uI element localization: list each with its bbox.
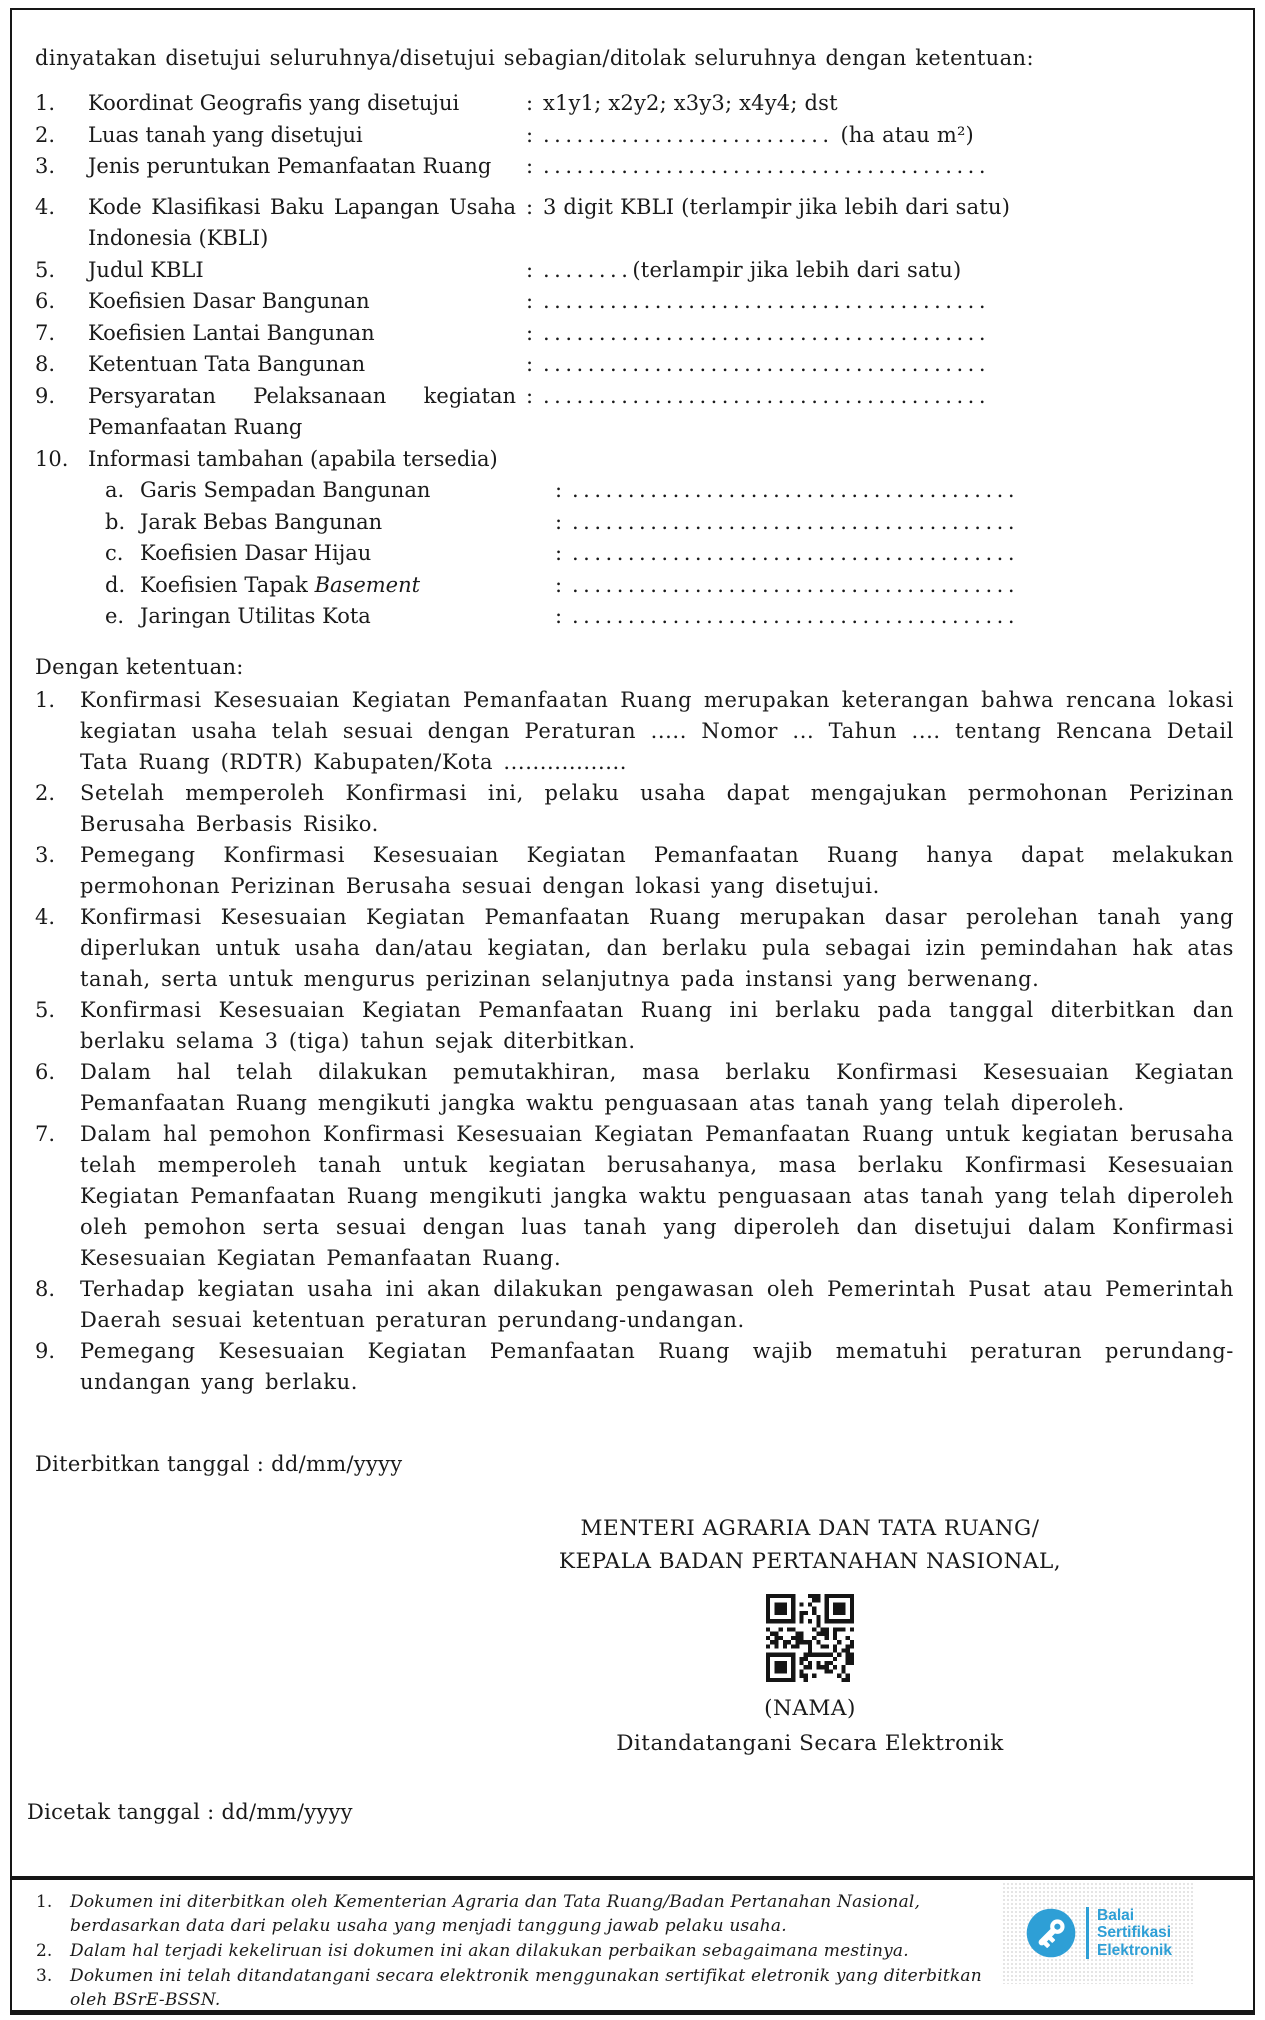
footnote-text: Dokumen ini telah ditandatangani secara elektronik menggunakan sertifikat eletronik yang diterbitkan oleh BSrE-BSSN. [70,1966,982,2010]
logo-text-line2: Sertifikasi [1097,1924,1172,1942]
subfield-letter: e. [105,604,125,628]
field-value-text: 3 digit KBLI (terlampir jika lebih dari satu) [543,194,1011,219]
field-label: Koefisien Lantai Bangunan [88,320,375,345]
field-label: Informasi tambahan (apabila tersedia) [88,446,498,471]
field-value-dots: .......................... [543,122,834,147]
footnote-item [36,1964,988,2012]
field-number: 2. [35,122,56,147]
condition-text: Pemegang Kesesuaian Kegiatan Pemanfaatan Ruang wajib mematuhi peraturan perundang-undangan yang berlaku. [80,1339,1234,1394]
subfield-letter: b. [105,509,126,534]
field-value [543,255,1237,287]
condition-item [35,902,1234,995]
field-label: Kode Klasifikasi Baku Lapangan Usaha Indonesia (KBLI) [88,194,516,250]
field-list [35,88,1237,633]
condition-item [35,778,1234,840]
condition-item [35,995,1234,1057]
field-colon: : [525,154,534,178]
subfield-row [105,507,1237,539]
field-label: Jenis peruntukan Pemanfaatan Ruang [88,154,492,178]
field-label: Luas tanah yang disetujui [88,122,363,147]
condition-number: 6. [35,1060,56,1084]
field-number: 8. [35,352,56,376]
subfield-value-dots: ........................................ [572,541,1020,565]
condition-text: Terhadap kegiatan usaha ini akan dilakukan pengawasan oleh Pemerintah Pusat atau Pemerintah Daerah sesuai ketentuan peraturan perundang-undangan. [80,1277,1234,1332]
logo-text-line1: Balai [1097,1906,1135,1924]
subfield-label [140,570,545,602]
subfield-colon: : [554,604,563,628]
field-colon: : [525,352,534,376]
field-value [543,349,1237,381]
logo-text [1097,1907,1172,1960]
field-number: 9. [35,383,56,408]
subfield-letter: d. [105,572,126,597]
printed-date-line: Dicetak tanggal : dd/mm/yyyy [27,1800,353,1824]
subfield-letter: a. [105,478,125,502]
field-number: 1. [35,91,56,115]
field-number: 7. [35,320,56,345]
footnotes-section [36,1890,988,2013]
field-colon: : [525,257,534,282]
field-number: 5. [35,257,56,282]
condition-number: 1. [35,688,56,712]
field-colon: : [525,289,534,313]
subfield-colon: : [554,509,563,534]
footnote-item [36,1890,988,1938]
field-colon: : [525,383,534,408]
condition-number: 4. [35,905,56,929]
subfield-value [572,507,1237,539]
field-label: Judul KBLI [88,257,204,282]
field-row [35,349,1237,381]
field-row [35,381,1237,444]
footnote-text: Dalam hal terjadi kekeliruan isi dokumen ini akan dilakukan perbaikan sebagaimana mestinya. [70,1941,909,1961]
field-colon: : [525,122,534,147]
subfield-label [140,475,545,507]
condition-text: Konfirmasi Kesesuaian Kegiatan Pemanfaatan Ruang merupakan dasar perolehan tanah yang diperlukan untuk usaha dan/atau kegiatan, dan berlaku pula sebagai izin pemindahan hak atas tanah, serta untuk mengurus perizinan selanjutnya pada instansi yang berwenang. [80,905,1234,991]
logo-text-line3: Elektronik [1097,1941,1172,1959]
field-row [35,286,1237,318]
condition-number: 2. [35,781,56,805]
condition-item [35,1274,1234,1336]
condition-text: Dalam hal telah dilakukan pemutakhiran, masa berlaku Konfirmasi Kesesuaian Kegiatan Pemanfaatan Ruang mengikuti jangka waktu penguasaan atas tanah yang telah diperoleh. [80,1060,1234,1115]
subfield-colon: : [554,572,563,597]
field-colon: : [525,194,534,219]
subfield-label-text: Koefisien Tapak [140,572,315,597]
condition-text: Konfirmasi Kesesuaian Kegiatan Pemanfaatan Ruang merupakan keterangan bahwa rencana lokasi kegiatan usaha telah sesuai dengan Peraturan ..... Nomor ... Tahun .... tentang Rencana Detail Tata Ruang (RDTR) Kabupaten/Kota ................. [80,688,1234,774]
subfield-label-text: Jaringan Utilitas Kota [140,604,371,628]
field-label: Koordinat Geografis yang disetujui [88,91,460,115]
field-colon: : [525,320,534,345]
field-value [543,192,1237,224]
subfield-value-dots: ........................................ [572,509,1020,534]
subfield-row [105,475,1237,507]
subfield-value [572,601,1237,633]
field-value-dots: ........................................ [543,154,991,178]
field-value-text: (ha atau m²) [833,122,974,147]
footnote-number: 1. [36,1892,53,1912]
subfield-row [105,601,1237,633]
field-row [35,88,1237,120]
field-row [35,318,1237,350]
footnote-item [36,1939,988,1963]
subfield-label [140,538,545,570]
field-row [35,120,1237,152]
subfield-row [105,570,1237,602]
field-number: 10. [35,446,69,471]
field-value-dots: ........................................ [543,320,991,345]
condition-number: 5. [35,998,56,1022]
field-value-dots: ........ [543,257,633,282]
field-value [543,151,1237,183]
field-colon: : [525,91,534,115]
conditions-section [35,652,1234,1398]
condition-text: Dalam hal pemohon Konfirmasi Kesesuaian Kegiatan Pemanfaatan Ruang untuk kegiatan berusaha telah memperoleh tanah untuk kegiatan berusahanya, masa berlaku Konfirmasi Kesesuaian Kegiatan Pemanfaatan Ruang mengikuti jangka waktu penguasaan atas tanah yang telah diperoleh oleh pemohon serta sesuai dengan luas tanah yang diperoleh dan disetujui dalam Konfirmasi Kesesuaian Kegiatan Pemanfaatan Ruang. [80,1122,1234,1270]
field-value [543,286,1237,318]
field-value [543,318,1237,350]
footnote-text: Dokumen ini diterbitkan oleh Kementerian Agraria dan Tata Ruang/Badan Pertanahan Nasional, berdasarkan data dari pelaku usaha yang menjadi tanggung jawab pelaku usaha. [70,1892,921,1936]
subfield-label [140,601,545,633]
subfield-value-dots: ........................................ [572,478,1020,502]
field-value [543,120,1237,152]
subfield-label-text: Jarak Bebas Bangunan [140,509,383,534]
subfield-letter: c. [105,541,124,565]
condition-number: 9. [35,1339,56,1363]
field-value-text: x1y1; x2y2; x3y3; x4y4; dst [543,91,838,115]
condition-item [35,685,1234,778]
field-label: Ketentuan Tata Bangunan [88,352,366,376]
condition-number: 8. [35,1277,56,1301]
signatory-title-line2: KEPALA BADAN PERTANAHAN NASIONAL, [558,1549,1062,1574]
field-value-dots: ........................................ [543,352,991,376]
condition-item [35,1336,1234,1398]
field-label: Koefisien Dasar Bangunan [88,289,370,313]
logo-separator [1086,1907,1089,1959]
subfield-label [140,507,545,539]
field-number: 4. [35,194,56,219]
field-label: Persyaratan Pelaksanaan kegiatan Pemanfaatan Ruang [88,383,516,439]
signature-block [390,1512,1230,1760]
subfield-label-text: Koefisien Dasar Hijau [140,541,372,565]
field-row [35,192,1237,255]
signatory-title-line1: MENTERI AGRARIA DAN TATA RUANG/ [580,1516,1040,1541]
qr-code [766,1594,854,1682]
subfield-value [572,570,1237,602]
field-value [543,88,1237,120]
subfield-label-italic: Basement [314,572,421,597]
field-value-dots: ........................................ [543,289,991,313]
field-value [543,381,1237,413]
field-number: 6. [35,289,56,313]
intro-line: dinyatakan disetujui seluruhnya/disetujui sebagian/ditolak seluruhnya dengan ketentuan: [35,46,1034,70]
condition-item [35,1057,1234,1119]
footnote-number: 2. [36,1941,53,1961]
footer-divider [10,1876,1255,1880]
field-row [35,255,1237,287]
subfield-label-text: Garis Sempadan Bangunan [140,478,431,502]
condition-text: Setelah memperoleh Konfirmasi ini, pelaku usaha dapat mengajukan permohonan Perizinan Berusaha Berbasis Risiko. [80,781,1234,836]
subfield-value-dots: ........................................ [572,604,1020,628]
electronic-signature-note: Ditandatangani Secara Elektronik [616,1731,1004,1756]
field-row [35,444,1237,476]
signatory-name-placeholder: (NAMA) [764,1696,856,1721]
subfield-colon: : [554,541,563,565]
key-icon [1024,1906,1078,1960]
subfield-value-dots: ........................................ [572,572,1020,597]
condition-number: 3. [35,843,56,867]
condition-text: Konfirmasi Kesesuaian Kegiatan Pemanfaatan Ruang ini berlaku pada tanggal diterbitkan dan berlaku selama 3 (tiga) tahun sejak diterbitkan. [80,998,1234,1053]
subfield-row [105,538,1237,570]
field-row [35,151,1237,183]
condition-item [35,840,1234,902]
footnote-number: 3. [36,1966,53,1986]
condition-item [35,1119,1234,1274]
conditions-title: Dengan ketentuan: [35,655,244,679]
bsre-logo [1002,1882,1194,1984]
condition-number: 7. [35,1122,56,1146]
condition-text: Pemegang Konfirmasi Kesesuaian Kegiatan Pemanfaatan Ruang hanya dapat melakukan permohonan Perizinan Berusaha sesuai dengan lokasi yang disetujui. [80,843,1234,898]
subfield-colon: : [554,478,563,502]
issued-date-line: Diterbitkan tanggal : dd/mm/yyyy [35,1452,403,1476]
field-value-dots: ........................................ [543,383,991,408]
subfield-value [572,475,1237,507]
subfield-value [572,538,1237,570]
field-value-text: (terlampir jika lebih dari satu) [632,257,962,282]
field-number: 3. [35,154,56,178]
